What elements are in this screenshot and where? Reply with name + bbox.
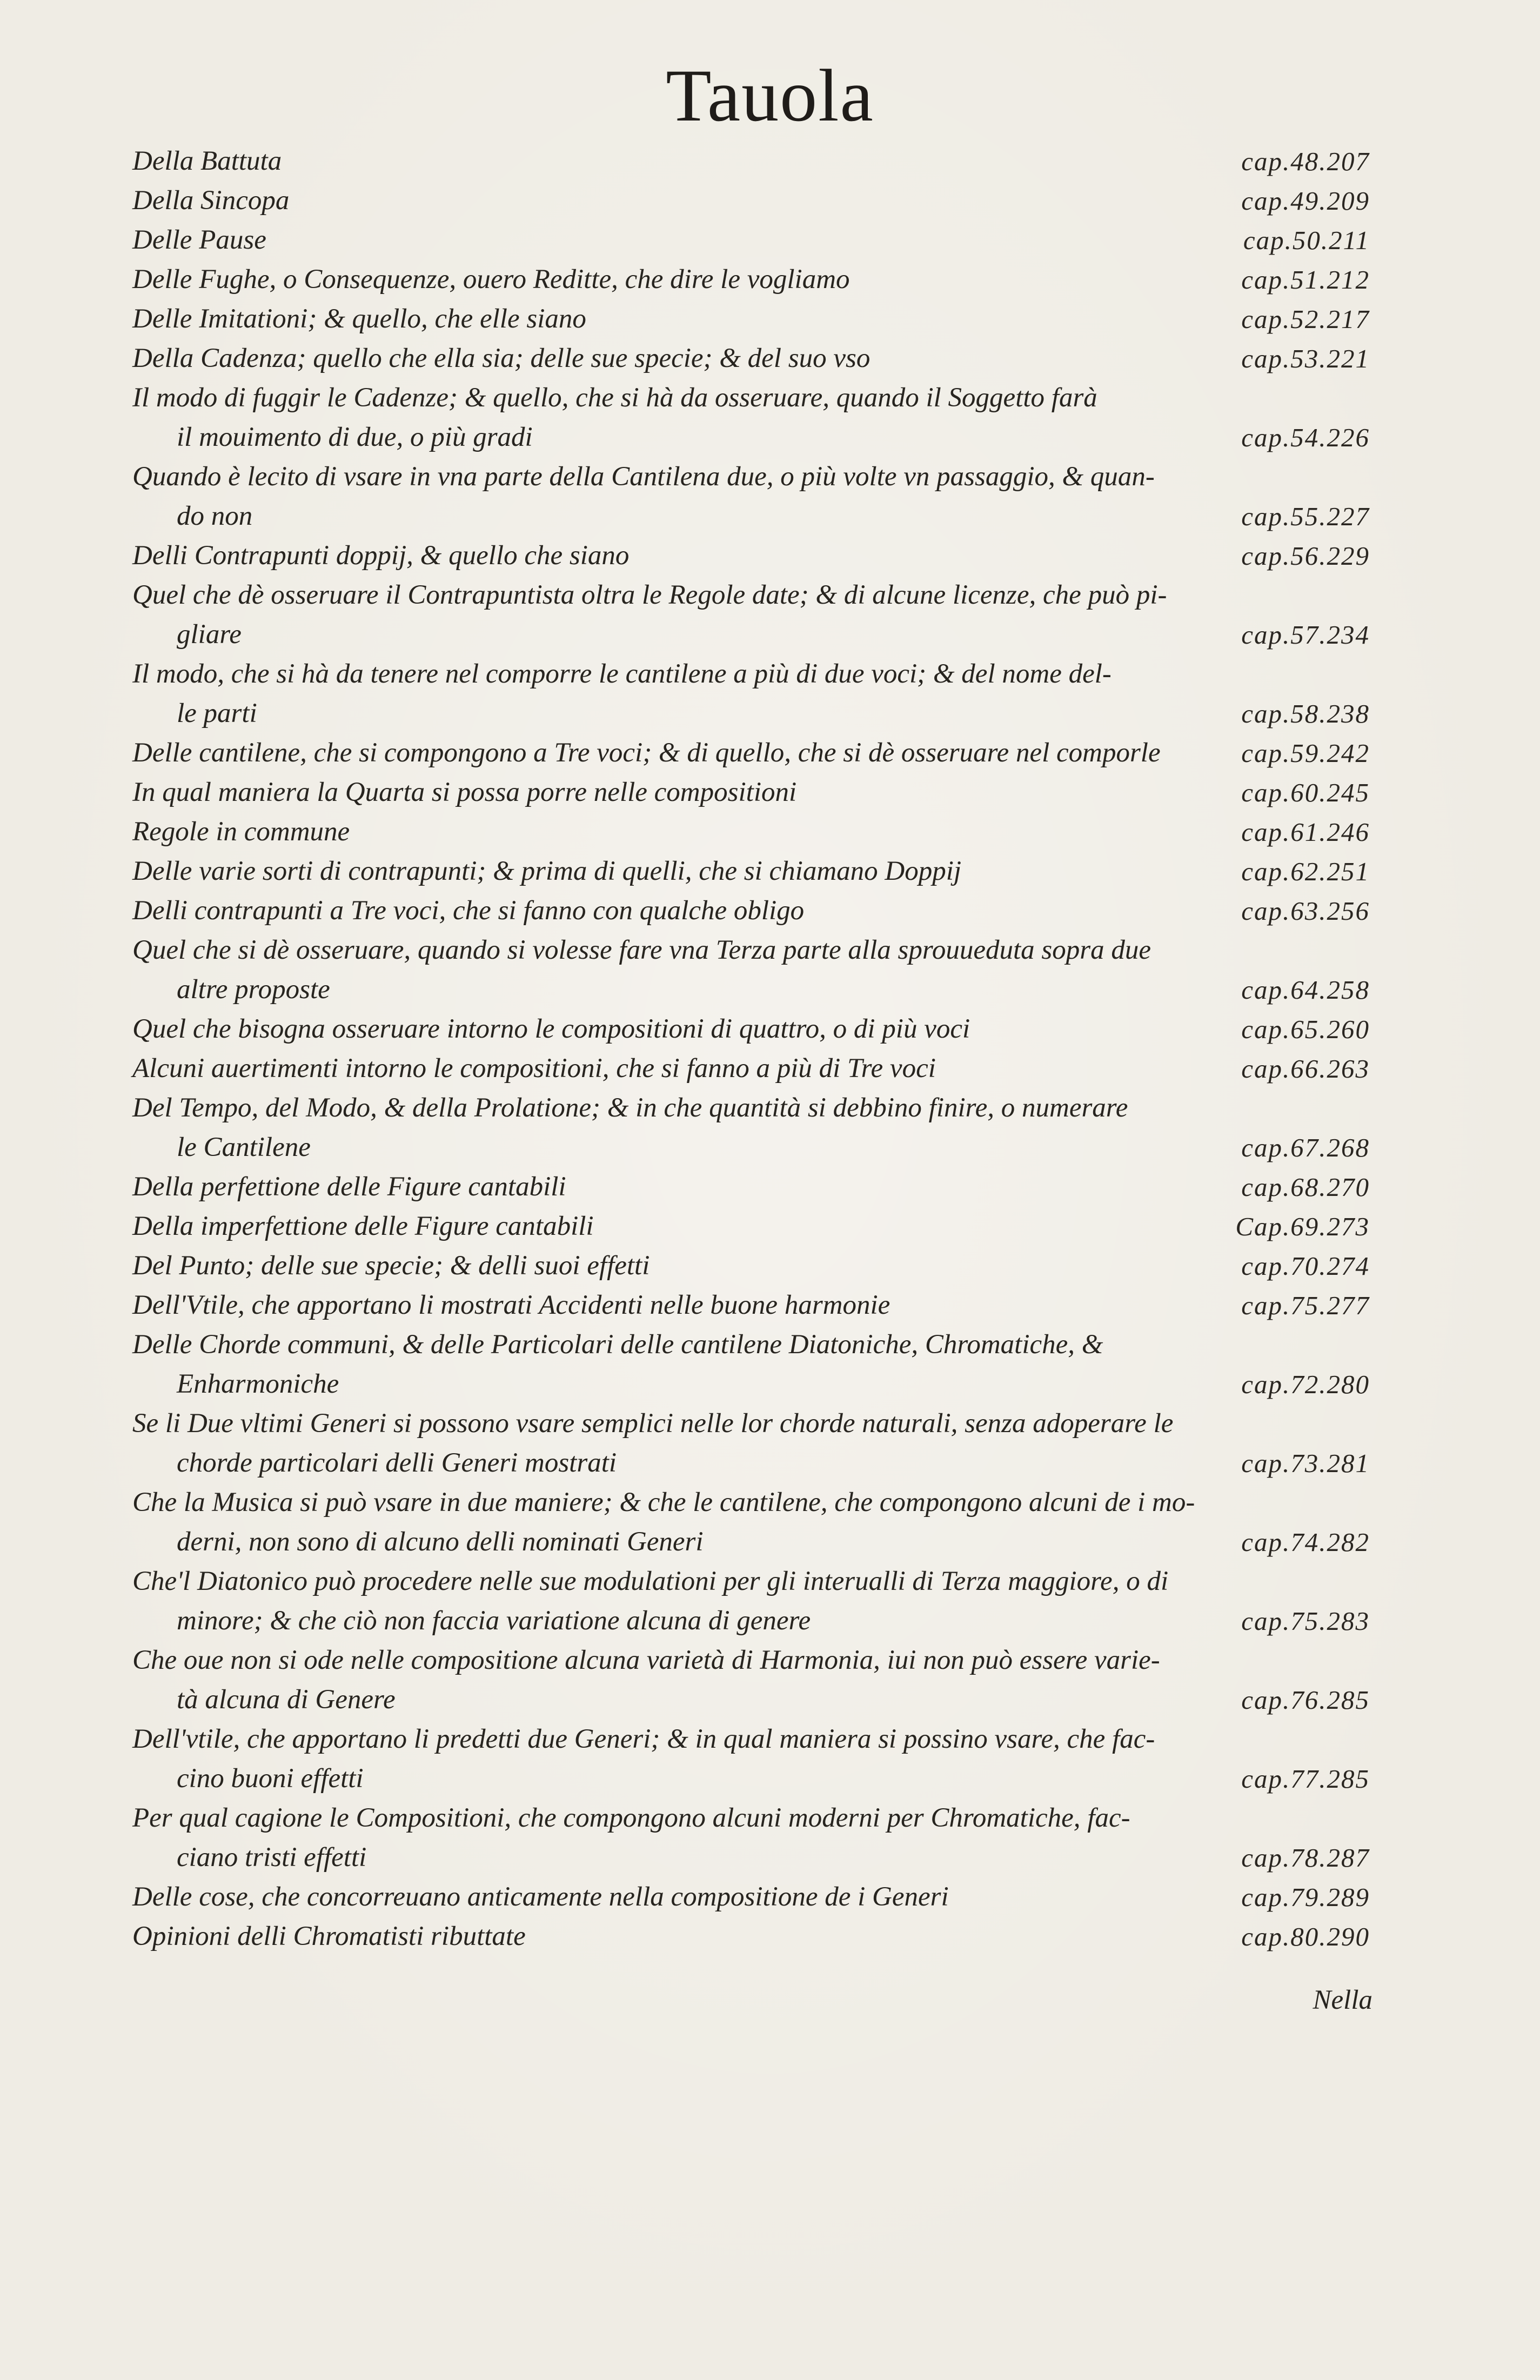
chapter-page-reference: cap.53.221 xyxy=(1241,344,1370,373)
chapter-page-reference: cap.52.217 xyxy=(1241,304,1370,334)
entry-title xyxy=(132,1404,1213,1483)
chapter-page-reference: cap.72.280 xyxy=(1241,1369,1370,1399)
chapter-page-reference: cap.60.245 xyxy=(1241,778,1370,807)
entry-title-line: Quando è lecito di vsare in vna parte della Cantilena due, o più volte vn passaggio, & quan- xyxy=(132,462,1155,492)
chapter-page-reference: cap.49.209 xyxy=(1241,186,1370,216)
entry-title xyxy=(132,733,1213,773)
chapter-page-reference: cap.67.268 xyxy=(1241,1133,1370,1162)
entry-title-line: Della Sincopa xyxy=(132,185,290,216)
entry-title xyxy=(132,457,1213,536)
chapter-page-reference: cap.54.226 xyxy=(1241,423,1370,452)
entry-title xyxy=(132,1562,1213,1641)
entry-title xyxy=(132,299,1213,339)
entry-title xyxy=(132,1246,1213,1286)
entry-title xyxy=(132,1917,1213,1956)
entry-title-line: Delle Fughe, o Consequenze, ouero Reditte, che dire le vogliamo xyxy=(132,264,850,295)
entry-title xyxy=(132,891,1213,931)
entry-title xyxy=(132,654,1213,733)
entry-title-continuation: tà alcuna di Genere xyxy=(177,1684,396,1715)
entry-title-line: Delle varie sorti di contrapunti; & prima di quelli, che si chiamano Doppij xyxy=(132,856,962,886)
entry-title xyxy=(132,812,1213,852)
catchword: Nella xyxy=(1313,1985,1372,2015)
entry-title-line: Delle cose, che concorreuano anticamente nella compositione de i Generi xyxy=(132,1882,949,1912)
entry-title-line: Che oue non si ode nelle compositione alcuna varietà di Harmonia, iui non può essere varie- xyxy=(132,1645,1160,1675)
entry-title-line: Delle Chorde communi, & delle Particolari delle cantilene Diatoniche, Chromatiche, & xyxy=(132,1329,1103,1360)
entry-title-line: Il modo di fuggir le Cadenze; & quello, che si hà da osseruare, quando il Soggetto farà xyxy=(132,383,1097,413)
chapter-page-reference: cap.56.229 xyxy=(1241,541,1370,571)
entry-title-line: Regole in commune xyxy=(132,817,350,847)
entry-title xyxy=(132,1877,1213,1917)
entry-title xyxy=(132,536,1213,576)
entry-title xyxy=(132,1049,1213,1088)
chapter-page-reference: cap.50.211 xyxy=(1243,225,1370,255)
entry-title-line: Delle cantilene, che si compongono a Tre voci; & di quello, che si dè osseruare nel comporle xyxy=(132,738,1161,768)
entry-title xyxy=(132,1325,1213,1404)
entry-title-line: Che'l Diatonico può procedere nelle sue modulationi per gli interualli di Terza maggiore, o di xyxy=(132,1566,1169,1596)
chapter-page-reference: cap.79.289 xyxy=(1241,1882,1370,1912)
entry-title xyxy=(132,1286,1213,1325)
entry-title-continuation: derni, non sono di alcuno delli nominati Generi xyxy=(177,1527,704,1557)
entry-title xyxy=(132,1720,1213,1799)
chapter-page-reference: cap.73.281 xyxy=(1241,1448,1370,1478)
entry-title xyxy=(132,1010,1213,1049)
entry-title xyxy=(132,1167,1213,1207)
entry-title-line: Se li Due vltimi Generi si possono vsare semplici nelle lor chorde naturali, senza adoperare le xyxy=(132,1408,1174,1439)
chapter-page-reference: cap.48.207 xyxy=(1241,146,1370,176)
entry-title xyxy=(132,260,1213,299)
chapter-page-reference: cap.77.285 xyxy=(1241,1764,1370,1794)
entry-title-continuation: Enharmoniche xyxy=(177,1369,339,1399)
entry-title-continuation: altre proposte xyxy=(177,974,330,1005)
chapter-page-reference: cap.59.242 xyxy=(1241,738,1370,768)
entry-title-continuation: minore; & che ciò non faccia variatione alcuna di genere xyxy=(177,1606,811,1636)
chapter-page-reference: cap.57.234 xyxy=(1241,620,1370,650)
chapter-page-reference: cap.61.246 xyxy=(1241,817,1370,847)
entry-title-line: Della perfettione delle Figure cantabili xyxy=(132,1172,566,1202)
chapter-page-reference: cap.76.285 xyxy=(1241,1685,1370,1715)
entry-title xyxy=(132,931,1213,1010)
entry-title-line: Il modo, che si hà da tenere nel comporre le cantilene a più di due voci; & del nome del- xyxy=(132,659,1112,689)
entry-title-line: Delli Contrapunti doppij, & quello che siano xyxy=(132,540,630,571)
chapter-page-reference: cap.80.290 xyxy=(1241,1922,1370,1951)
entry-title xyxy=(132,576,1213,654)
entry-title-line: In qual maniera la Quarta si possa porre nelle compositioni xyxy=(132,777,797,807)
entry-title-continuation: cino buoni effetti xyxy=(177,1763,364,1794)
entry-title-continuation: chorde particolari delli Generi mostrati xyxy=(177,1448,617,1478)
entry-title xyxy=(132,773,1213,812)
entry-title-line: Che la Musica si può vsare in due maniere; & che le cantilene, che compongono alcuni de i mo- xyxy=(132,1487,1195,1517)
entry-title xyxy=(132,1799,1213,1877)
chapter-page-reference: cap.75.283 xyxy=(1241,1606,1370,1636)
entry-title xyxy=(132,852,1213,891)
chapter-page-reference: cap.68.270 xyxy=(1241,1172,1370,1202)
entry-title-line: Del Punto; delle sue specie; & delli suoi effetti xyxy=(132,1251,650,1281)
entry-title-line: Quel che dè osseruare il Contrapuntista oltra le Regole date; & di alcune licenze, che può pi- xyxy=(132,580,1167,610)
entry-title-line: Opinioni delli Chromatisti ributtate xyxy=(132,1921,526,1951)
entry-title xyxy=(132,181,1213,220)
entry-title-continuation: do non xyxy=(177,501,253,531)
entry-title-line: Della Cadenza; quello che ella sia; delle sue specie; & del suo vso xyxy=(132,343,871,373)
entry-title xyxy=(132,220,1213,260)
chapter-page-reference: cap.66.263 xyxy=(1241,1054,1370,1084)
entry-title-continuation: ciano tristi effetti xyxy=(177,1842,367,1873)
chapter-page-reference: cap.55.227 xyxy=(1241,502,1370,531)
entry-title-line: Quel che bisogna osseruare intorno le compositioni di quattro, o di più voci xyxy=(132,1014,970,1044)
entry-title-line: Quel che si dè osseruare, quando si volesse fare vna Terza parte alla sprouueduta sopra due xyxy=(132,935,1151,965)
entry-title-line: Della imperfettione delle Figure cantabili xyxy=(132,1211,594,1241)
entry-title xyxy=(132,1641,1213,1720)
chapter-page-reference: cap.78.287 xyxy=(1241,1843,1370,1873)
entry-title-line: Per qual cagione le Compositioni, che compongono alcuni moderni per Chromatiche, fac- xyxy=(132,1803,1130,1833)
entry-title-line: Del Tempo, del Modo, & della Prolatione; & in che quantità si debbino finire, o numerare xyxy=(132,1093,1128,1123)
page-title: Tauola xyxy=(666,54,874,137)
entry-title xyxy=(132,1207,1213,1246)
chapter-page-reference: cap.74.282 xyxy=(1241,1527,1370,1557)
chapter-page-reference: cap.65.260 xyxy=(1241,1014,1370,1044)
entry-title-line: Delli contrapunti a Tre voci, che si fanno con qualche obligo xyxy=(132,895,805,926)
entry-title-line: Delle Imitationi; & quello, che elle siano xyxy=(132,304,586,334)
entry-title xyxy=(132,1483,1213,1562)
entry-title-line: Alcuni auertimenti intorno le compositioni, che si fanno a più di Tre voci xyxy=(132,1053,936,1084)
chapter-page-reference: cap.64.258 xyxy=(1241,975,1370,1005)
chapter-page-reference: cap.51.212 xyxy=(1241,265,1370,295)
chapter-page-reference: Cap.69.273 xyxy=(1235,1212,1370,1241)
entry-title xyxy=(132,378,1213,457)
entry-title-line: Dell'Vtile, che apportano li mostrati Accidenti nelle buone harmonie xyxy=(132,1290,890,1320)
entry-title-continuation: le parti xyxy=(177,698,257,728)
entry-title-line: Delle Pause xyxy=(132,225,266,255)
chapter-page-reference: cap.63.256 xyxy=(1241,896,1370,926)
entry-title-line: Dell'vtile, che apportano li predetti due Generi; & in qual maniera si possino vsare, che fac- xyxy=(132,1724,1155,1754)
entry-title xyxy=(132,339,1213,378)
chapter-page-reference: cap.75.277 xyxy=(1241,1291,1370,1320)
entry-title-line: Della Battuta xyxy=(132,146,282,176)
entry-title-continuation: gliare xyxy=(177,619,242,650)
entry-title-continuation: il mouimento di due, o più gradi xyxy=(177,422,533,452)
entry-title xyxy=(132,142,1213,181)
entry-title xyxy=(132,1088,1213,1167)
chapter-page-reference: cap.70.274 xyxy=(1241,1251,1370,1281)
entry-title-continuation: le Cantilene xyxy=(177,1132,311,1162)
chapter-page-reference: cap.62.251 xyxy=(1241,857,1370,886)
chapter-page-reference: cap.58.238 xyxy=(1241,699,1370,728)
